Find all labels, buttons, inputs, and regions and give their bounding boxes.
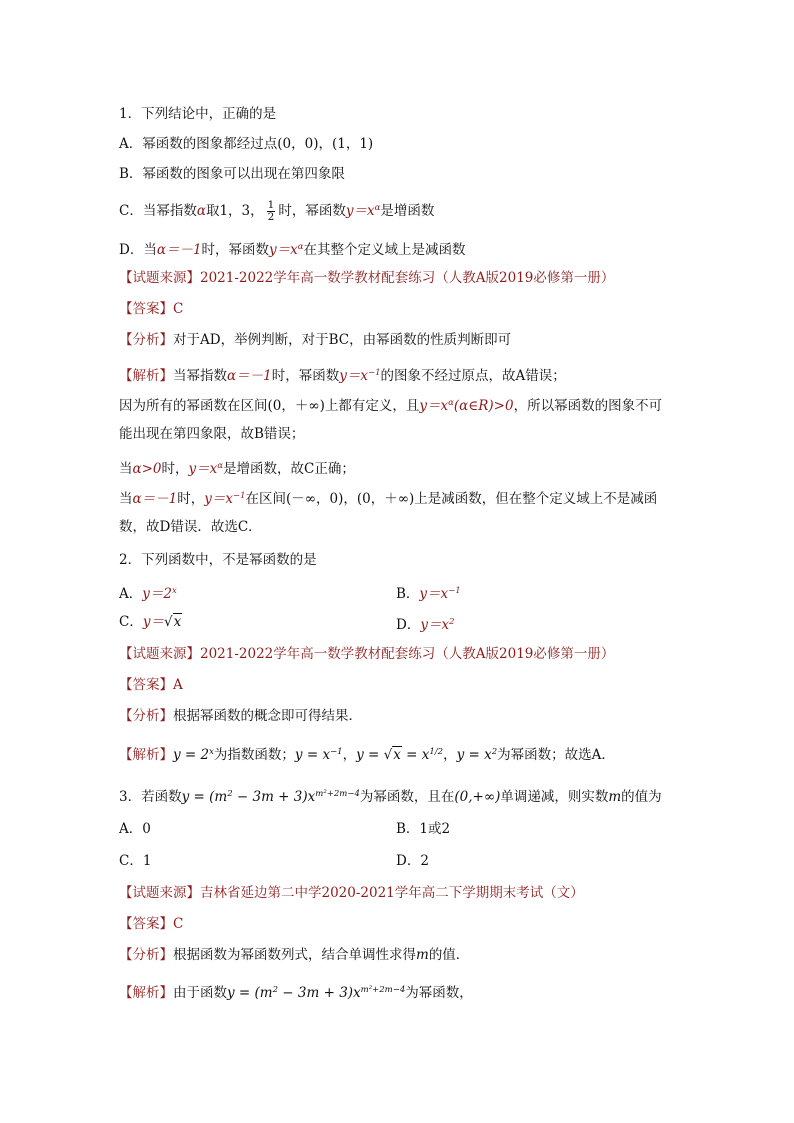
- q1-solution-line-5: 当α＝－1时，$y=x^{-1}$在区间(－∞，0)，(0，＋∞)上是减函数，但在整个定义域上不是减函: [119, 491, 658, 507]
- q1-option-c: C．当幂指数α取1，3， $\frac{1}{2}$ 时，幂函数$y=x^\alpha$是增函数: [119, 199, 435, 223]
- q1-option-b: B．幂函数的图象可以出现在第四象限: [119, 166, 345, 182]
- q1-solution-line-6: 数，故D错误．故选C．: [119, 519, 262, 535]
- q1-solution-line-4: 当α>0时，$y=x^\alpha$是增函数，故C正确；: [119, 461, 355, 477]
- q2-analysis: 【分析】根据幂函数的概念即可得结果．: [119, 708, 362, 724]
- sqrt-icon: √: [163, 614, 173, 630]
- q3-option-c: C．1: [119, 853, 152, 869]
- q1-solution-line-3: 能出现在第四象限，故B错误；: [119, 426, 305, 442]
- q3-source: 【试题来源】吉林省延边第二中学2020-2021学年高二下学期期末考试（文）: [119, 885, 584, 901]
- q1-source: 【试题来源】2021-2022学年高一数学教材配套练习（人教A版2019必修第一册）: [119, 270, 615, 286]
- q2-option-c: C．y＝√x: [119, 614, 182, 630]
- q3-solution: 【解析】由于函数$y = (m^2 - 3m + 3)x^{m^2+2m-4}$为幂函数，: [119, 985, 473, 1001]
- q2-solution: 【解析】$y = 2^x$为指数函数；$y = x^{-1}$，$y = √x = x^{1/2}$，$y = x^2$为幂函数；故选A．: [119, 747, 615, 763]
- fraction: $\frac{1}{2}$: [267, 199, 275, 223]
- sqrt-icon: √: [383, 747, 393, 763]
- q3-stem: 3．若函数$y = (m^2 - 3m + 3)x^{m^2+2m-4}$为幂函数，且在(0,+∞)单调递减，则实数m的值为: [119, 789, 662, 805]
- q3-analysis: 【分析】根据函数为幂函数列式，结合单调性求得m的值．: [119, 947, 470, 963]
- q2-option-d: D．$y=x^2$: [396, 617, 455, 633]
- q2-option-a: A．$y=2^x$: [119, 586, 177, 602]
- q2-option-b: B．$y=x^{-1}$: [396, 586, 461, 602]
- q1-stem: 1．下列结论中，正确的是: [119, 106, 277, 122]
- q1-solution-line-2: 因为所有的幂函数在区间(0，＋∞)上都有定义，且$y=x^\alpha(\alpha\in R)>0$，所以幂函数的图象不可: [119, 398, 663, 414]
- q1-analysis: 【分析】对于AD，举例判断，对于BC，由幂函数的性质判断即可: [119, 332, 512, 348]
- q1-answer: 【答案】C: [119, 301, 184, 317]
- q2-source: 【试题来源】2021-2022学年高一数学教材配套练习（人教A版2019必修第一册）: [119, 646, 615, 662]
- q3-option-d: D．2: [396, 853, 429, 869]
- q3-answer: 【答案】C: [119, 916, 184, 932]
- q3-option-b: B．1或2: [396, 821, 451, 837]
- q1-option-d: D．当α＝－1时，幂函数$y=x^\alpha$在其整个定义域上是减函数: [119, 242, 466, 258]
- q2-stem: 2．下列函数中，不是幂函数的是: [119, 552, 317, 568]
- q3-option-a: A．0: [119, 821, 151, 837]
- q1-solution-line-1: 【解析】当幂指数α＝－1时，幂函数$y=x^{-1}$的图象不经过原点，故A错误；: [119, 368, 566, 384]
- q1-option-a: A．幂函数的图象都经过点(0，0)，(1，1): [119, 136, 374, 152]
- q2-answer: 【答案】A: [119, 677, 183, 693]
